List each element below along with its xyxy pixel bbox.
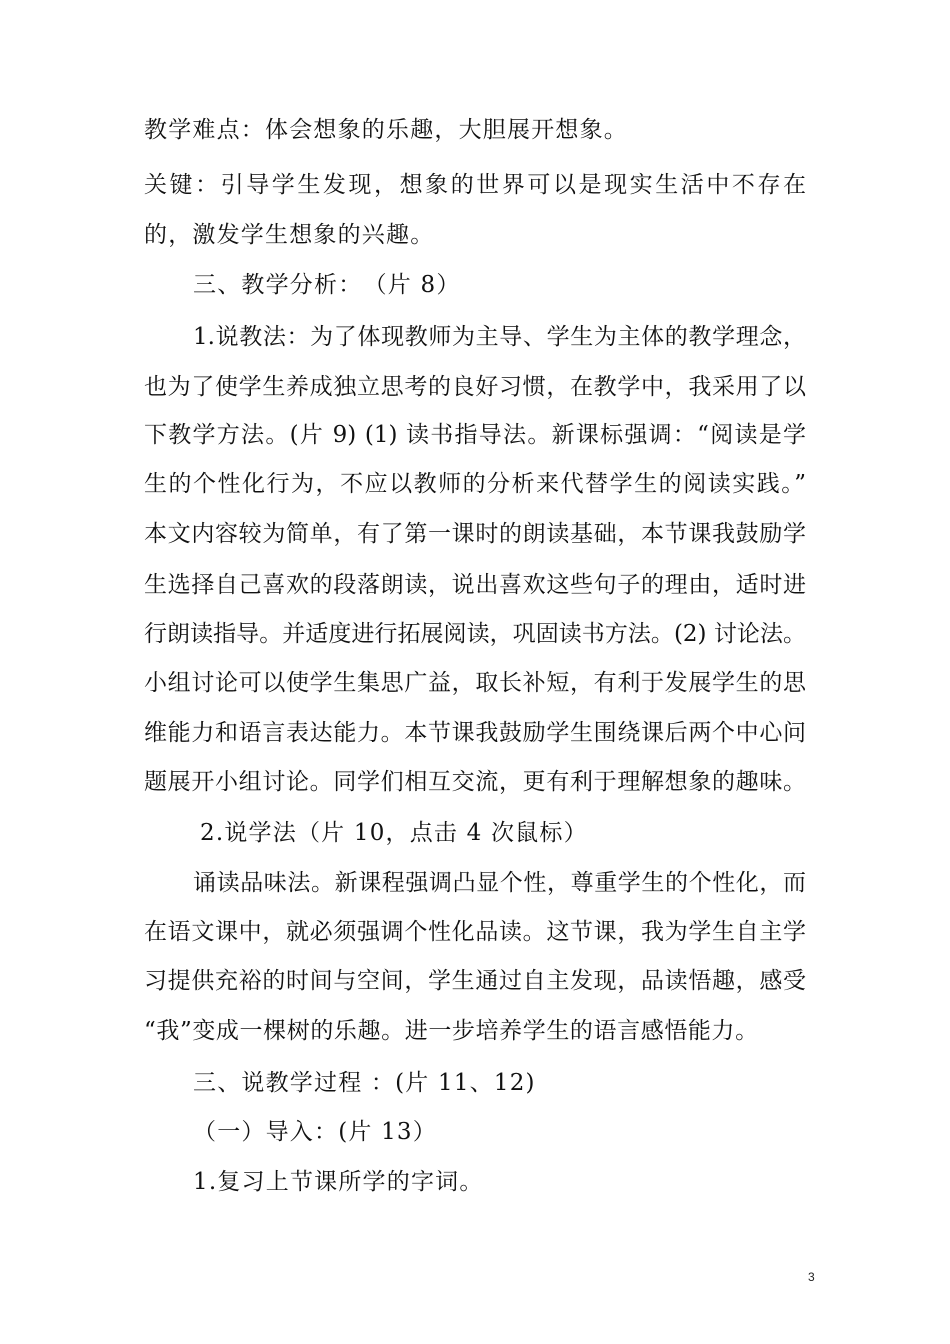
paragraph-line: 在语文课中，就必须强调个性化品读。这节课，我为学生自主学 (144, 919, 806, 945)
paragraph-line: 小组讨论可以使学生集思广益，取长补短，有利于发展学生的思 (144, 670, 806, 696)
section-heading: （一）导入：(片 13） (193, 1119, 437, 1145)
paragraph-line: 1.说教法：为了体现教师为主导、学生为主体的教学理念， (193, 324, 806, 350)
paragraph-line: 本文内容较为简单，有了第一课时的朗读基础，本节课我鼓励学 (144, 521, 806, 547)
paragraph-line: 生选择自己喜欢的段落朗读，说出喜欢这些句子的理由，适时进 (144, 572, 806, 598)
paragraph-line: 习提供充裕的时间与空间，学生通过自主发现，品读悟趣，感受 (144, 968, 806, 994)
paragraph-line: 关键：引导学生发现，想象的世界可以是现实生活中不存在 (144, 172, 806, 198)
section-heading: 三、教学分析： （片 8） (193, 272, 461, 298)
paragraph-line: 的，激发学生想象的兴趣。 (144, 222, 435, 248)
section-heading: 三、说教学过程 ：(片 11、12) (193, 1070, 536, 1096)
paragraph-line: “我”变成一棵树的乐趣。进一步培养学生的语言感悟能力。 (144, 1018, 759, 1044)
paragraph-line: 生的个性化行为，不应以教师的分析来代替学生的阅读实践。” (144, 471, 806, 497)
paragraph-line: 也为了使学生养成独立思考的良好习惯，在教学中，我采用了以 (144, 374, 806, 400)
section-heading: 2.说学法（片 10，点击 4 次鼠标） (200, 820, 588, 846)
paragraph-line: 教学难点：体会想象的乐趣，大胆展开想象。 (144, 117, 628, 143)
paragraph-line: 行朗读指导。并适度进行拓展阅读，巩固读书方法。(2) 讨论法。 (144, 621, 806, 647)
paragraph-line: 维能力和语言表达能力。本节课我鼓励学生围绕课后两个中心问 (144, 720, 806, 746)
paragraph-line: 诵读品味法。新课程强调凸显个性，尊重学生的个性化，而 (193, 870, 806, 896)
paragraph-line: 1.复习上节课所学的字词。 (193, 1169, 484, 1195)
paragraph-line: 题展开小组讨论。同学们相互交流，更有利于理解想象的趣味。 (144, 769, 806, 795)
paragraph-line: 下教学方法。(片 9) (1) 读书指导法。新课标强调：“阅读是学 (144, 422, 806, 448)
page-number: 3 (808, 1270, 815, 1284)
